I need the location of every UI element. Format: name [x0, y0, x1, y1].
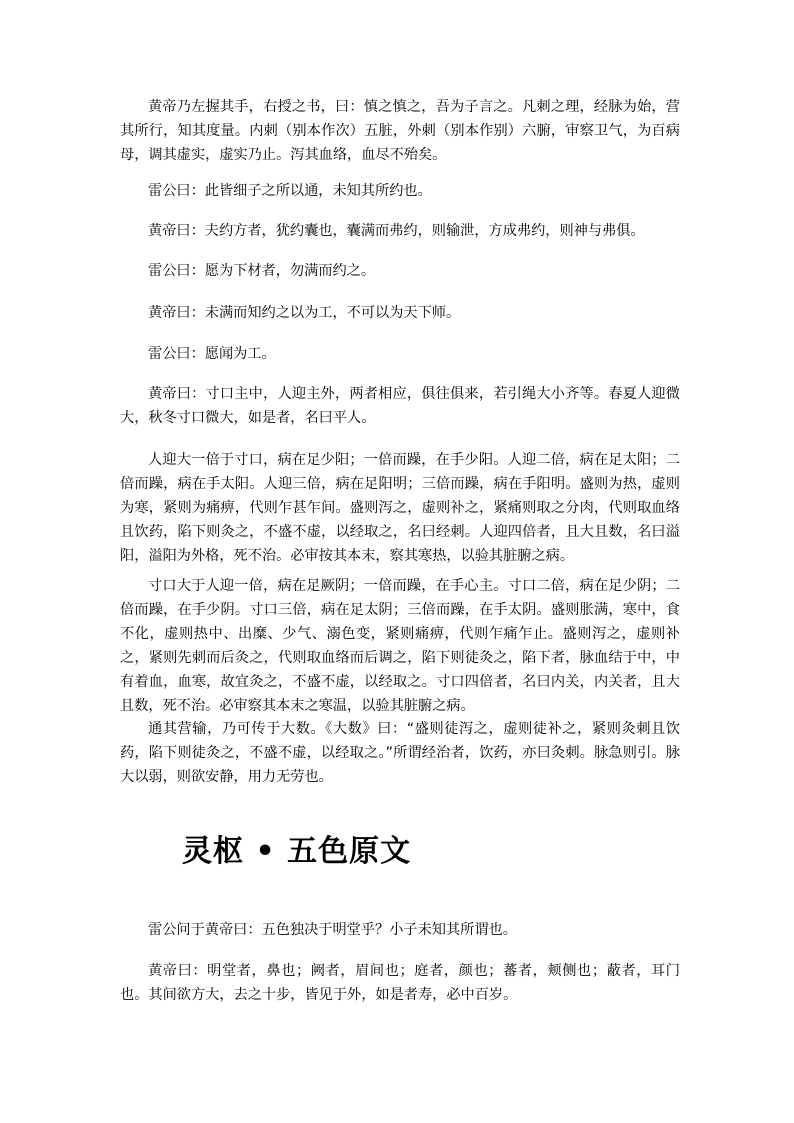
paragraph: 雷公曰：愿闻为工。 [148, 346, 276, 362]
paragraph: 寸口大于人迎一倍，病在足厥阴；一倍而躁，在手心主。寸口二倍，病在足少阴；二倍而躁，在手少阴。寸口三倍，病在足太阴；三倍而躁，在手太阴。盛则胀满，寒中，食不化，虚则热中、出糜、少气、溺色变，紧则痛痹，代则乍痛乍止。盛则泻之，虚则补之，紧则先刺而后灸之，代则取血络而后调之，陷下则徒灸之，陷下者，脉血结于中，中有着血，血寒，故宜灸之，不盛不虚，以经取之。寸口四倍者，名曰内关，内关者，且大且数，死不治。必审察其本末之寒温，以验其脏腑之病。 [120, 578, 680, 714]
paragraph: 黄帝曰：寸口主中，人迎主外，两者相应，俱往俱来，若引绳大小齐等。春夏人迎微大，秋冬寸口微大，如是者，名曰平人。 [120, 386, 680, 426]
paragraph: 黄帝曰：夫约方者，犹约囊也，囊满而弗约，则输泄，方成弗约，则神与弗俱。 [148, 223, 645, 239]
paragraph: 黄帝曰：未满而知约之以为工，不可以为天下师。 [148, 305, 461, 321]
paragraph: 黄帝曰：明堂者，鼻也；阙者，眉间也；庭者，颜也；蕃者，颊侧也；蔽者，耳门也。其间欲方大，去之十步，皆见于外，如是者寿，必中百岁。 [120, 963, 680, 1003]
paragraph: 黄帝乃左握其手，右授之书，曰：慎之慎之，吾为子言之。凡刺之理，经脉为始，营其所行，知其度量。内刺（别本作次）五脏，外刺（别本作别）六腑，审察卫气，为百病母，调其虚实，虚实乃止。泻其血络，血尽不殆矣。 [120, 99, 680, 163]
paragraph: 雷公问于黄帝曰：五色独决于明堂乎？小子未知其所谓也。 [148, 922, 517, 938]
paragraph: 通其营输，乃可传于大数。《大数》曰：“盛则徒泻之，虚则徒补之，紧则灸刺且饮药，陷下则徒灸之，不盛不虚，以经取之。”所谓经治者，饮药，亦曰灸刺。脉急则引。脉大以弱，则欲安静，用力无劳也。 [120, 721, 680, 785]
section-heading: 灵枢 • 五色原文 [182, 834, 412, 869]
paragraph: 雷公曰：愿为下材者，勿满而约之。 [148, 263, 376, 279]
paragraph: 雷公曰：此皆细子之所以通，未知其所约也。 [148, 183, 432, 199]
paragraph: 人迎大一倍于寸口，病在足少阳；一倍而躁，在手少阳。人迎二倍，病在足太阳；二倍而躁，病在手太阳。人迎三倍，病在足阳明；三倍而躁，病在手阳明。盛则为热，虚则为寒，紧则为痛痹，代则乍甚乍间。盛则泻之，虚则补之，紧痛则取之分肉，代则取血络且饮药，陷下则灸之，不盛不虚，以经取之，名曰经刺。人迎四倍者，且大且数，名曰溢阳，溢阳为外格，死不治。必审按其本末，察其寒热，以验其脏腑之病。 [120, 452, 680, 564]
